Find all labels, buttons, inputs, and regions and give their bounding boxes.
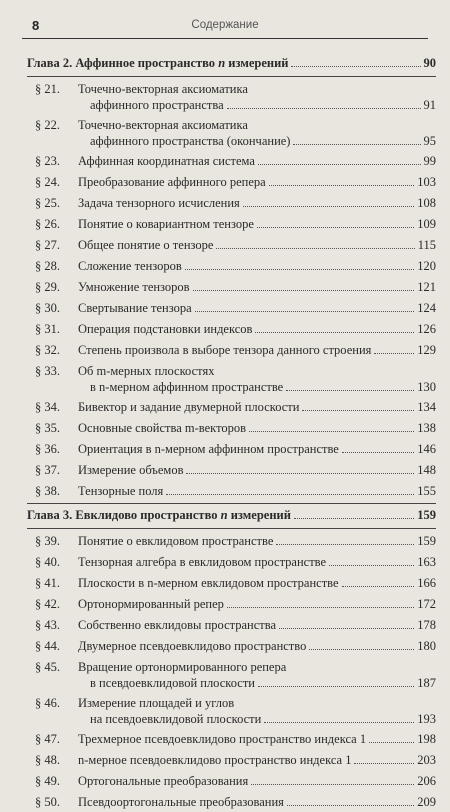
section-number: § 43. (35, 618, 60, 632)
section-title: Ортонормированный репер (78, 597, 224, 611)
section-title-line1: Об m-мерных плоскостях (78, 364, 215, 378)
section-title: Степень произвола в выборе тензора данного строения (78, 343, 372, 357)
section-title: Тензорная алгебра в евклидовом пространстве (78, 555, 327, 569)
section-number: § 46. (35, 696, 60, 710)
section-title: Двумерное псевдоевклидово пространство (78, 639, 307, 653)
leader-dots (302, 410, 414, 411)
leader-dots (287, 805, 414, 806)
page-number: 8 (32, 18, 40, 33)
section-number: § 48. (35, 753, 60, 767)
section-page: 126 (417, 322, 436, 336)
leader-dots (193, 290, 415, 291)
leader-dots (342, 586, 415, 587)
leader-dots (342, 452, 414, 453)
toc-entry (27, 728, 436, 749)
toc-entry (27, 459, 436, 480)
section-page: 129 (417, 343, 436, 357)
section-number: § 25. (35, 196, 60, 210)
section-page: 103 (417, 175, 436, 189)
section-number: § 21. (35, 82, 60, 96)
section-page: 198 (417, 732, 436, 746)
toc-entry (27, 614, 436, 635)
section-title: Измерение объемов (78, 463, 184, 477)
leader-dots (291, 66, 420, 67)
section-title: Умножение тензоров (78, 280, 190, 294)
leader-dots (258, 164, 421, 165)
toc-entry (27, 276, 436, 297)
section-page: 146 (417, 442, 436, 456)
section-number: § 50. (35, 795, 60, 809)
leader-dots (329, 565, 414, 566)
leader-dots (293, 144, 420, 145)
leader-dots (166, 494, 414, 495)
toc-entry (27, 770, 436, 791)
toc-entry (27, 749, 436, 770)
toc-entry (27, 396, 436, 417)
section-page: 108 (417, 196, 436, 210)
section-title-line1: Измерение площадей и углов (78, 696, 235, 710)
section-number: § 37. (35, 463, 60, 477)
section-title: Аффинная координатная система (78, 154, 255, 168)
leader-dots (294, 518, 414, 519)
section-number: § 29. (35, 280, 60, 294)
section-page: 109 (417, 217, 436, 231)
section-page: 120 (417, 259, 436, 273)
toc-entry (27, 192, 436, 213)
toc-entry (27, 635, 436, 656)
section-title: Тензорные поля (78, 484, 164, 498)
section-title-line2: в псевдоевклидовой плоскости (90, 676, 255, 690)
section-number: § 32. (35, 343, 60, 357)
section-title: n-мерное псевдоевклидово пространство индекса 1 (78, 753, 352, 767)
leader-dots (255, 332, 414, 333)
section-number: § 44. (35, 639, 60, 653)
toc-entry (27, 417, 436, 438)
leader-dots (227, 607, 414, 608)
section-number: § 27. (35, 238, 60, 252)
section-title: Ориентация в n-мерном аффинном пространстве (78, 442, 339, 456)
toc-entry (27, 572, 436, 593)
section-title-line2: аффинного пространства (90, 98, 224, 112)
leader-dots (195, 311, 415, 312)
section-number: § 38. (35, 484, 60, 498)
chapter-heading (27, 52, 436, 77)
section-title: Свертывание тензора (78, 301, 192, 315)
section-number: § 41. (35, 576, 60, 590)
toc-entry (27, 78, 436, 114)
toc-entry (27, 530, 436, 551)
section-title: Задача тензорного исчисления (78, 196, 240, 210)
section-page: 99 (423, 154, 436, 168)
toc-entry (27, 593, 436, 614)
section-number: § 22. (35, 118, 60, 132)
toc-entry (27, 171, 436, 192)
section-page: 172 (417, 597, 436, 611)
leader-dots (227, 108, 421, 109)
section-page: 193 (417, 712, 436, 726)
leader-dots (309, 649, 414, 650)
section-title: Бивектор и задание двумерной плоскости (78, 400, 300, 414)
section-number: § 42. (35, 597, 60, 611)
section-number: § 39. (35, 534, 60, 548)
section-page: 178 (417, 618, 436, 632)
section-title: Понятие о евклидовом пространстве (78, 534, 274, 548)
toc-entry (27, 150, 436, 171)
toc-entry (27, 360, 436, 396)
section-number: § 31. (35, 322, 60, 336)
section-number: § 26. (35, 217, 60, 231)
leader-dots (374, 353, 414, 354)
toc-entry (27, 213, 436, 234)
running-title: Содержание (191, 19, 259, 31)
section-page: 180 (417, 639, 436, 653)
section-number: § 23. (35, 154, 60, 168)
section-page: 187 (417, 676, 436, 690)
section-title: Трехмерное псевдоевклидово пространство индекса 1 (78, 732, 367, 746)
leader-dots (216, 248, 414, 249)
section-number: § 36. (35, 442, 60, 456)
section-title-line1: Точечно-векторная аксиоматика (78, 82, 248, 96)
section-page: 115 (417, 238, 436, 252)
section-number: § 49. (35, 774, 60, 788)
section-title: Общее понятие о тензоре (78, 238, 214, 252)
section-page: 159 (417, 534, 436, 548)
toc-entry (27, 480, 436, 501)
toc-entry (27, 255, 436, 276)
toc-entry (27, 297, 436, 318)
chapter-heading (27, 503, 436, 529)
section-page: 209 (417, 795, 436, 809)
section-page: 121 (417, 280, 436, 294)
toc-entry (27, 791, 436, 812)
section-title-line1: Вращение ортонормированного репера (78, 660, 287, 674)
toc-entry (27, 234, 436, 255)
section-title: Сложение тензоров (78, 259, 182, 273)
leader-dots (264, 722, 414, 723)
section-page: 95 (423, 134, 436, 148)
section-number: § 24. (35, 175, 60, 189)
section-page: 130 (417, 380, 436, 394)
section-page: 148 (417, 463, 436, 477)
section-number: § 45. (35, 660, 60, 674)
chapter-title-end: измерений (225, 56, 289, 70)
chapter-title: Глава 2. Аффинное пространство (27, 56, 219, 70)
section-page: 206 (417, 774, 436, 788)
section-title: Псевдоортогональные преобразования (78, 795, 284, 809)
leader-dots (251, 784, 414, 785)
toc-entry (27, 692, 436, 728)
section-number: § 35. (35, 421, 60, 435)
table-of-contents (27, 52, 436, 812)
section-title: Собственно евклидовы пространства (78, 618, 277, 632)
section-number: § 28. (35, 259, 60, 273)
section-title: Основные свойства m-векторов (78, 421, 247, 435)
leader-dots (276, 544, 414, 545)
section-title-line2: в n-мерном аффинном пространстве (90, 380, 284, 394)
leader-dots (269, 185, 415, 186)
chapter-title-variable: n (220, 508, 228, 522)
section-number: § 47. (35, 732, 60, 746)
leader-dots (369, 742, 414, 743)
section-page: 138 (417, 421, 436, 435)
section-number: § 40. (35, 555, 60, 569)
leader-dots (185, 269, 414, 270)
section-title-line2: на псевдоевклидовой плоскости (90, 712, 262, 726)
section-page: 155 (417, 484, 436, 498)
leader-dots (286, 390, 414, 391)
leader-dots (249, 431, 414, 432)
section-page: 91 (423, 98, 436, 112)
chapter-title: Глава 3. Евклидово пространство (27, 508, 221, 522)
section-title: Преобразование аффинного репера (78, 175, 266, 189)
leader-dots (279, 628, 414, 629)
toc-entry (27, 339, 436, 360)
toc-entry (27, 114, 436, 150)
toc-entry (27, 551, 436, 572)
section-title: Понятие о ковариантном тензоре (78, 217, 254, 231)
section-page: 134 (417, 400, 436, 414)
chapter-page: 159 (417, 508, 436, 522)
toc-entry (27, 438, 436, 459)
chapter-title-end: измерений (227, 508, 291, 522)
toc-entry (27, 656, 436, 692)
section-title-line1: Точечно-векторная аксиоматика (78, 118, 248, 132)
leader-dots (186, 473, 414, 474)
section-title: Ортогональные преобразования (78, 774, 249, 788)
section-page: 163 (417, 555, 436, 569)
section-title: Операция подстановки индексов (78, 322, 253, 336)
leader-dots (354, 763, 414, 764)
section-page: 124 (417, 301, 436, 315)
page-header (22, 18, 428, 39)
section-title-line2: аффинного пространства (окончание) (90, 134, 291, 148)
section-title: Плоскости в n-мерном евклидовом пространстве (78, 576, 339, 590)
chapter-page: 90 (423, 56, 436, 70)
leader-dots (243, 206, 414, 207)
section-number: § 30. (35, 301, 60, 315)
leader-dots (258, 686, 414, 687)
section-page: 203 (417, 753, 436, 767)
chapter-title-variable: n (218, 56, 226, 70)
section-page: 166 (417, 576, 436, 590)
section-number: § 33. (35, 364, 60, 378)
leader-dots (257, 227, 414, 228)
toc-entry (27, 318, 436, 339)
section-number: § 34. (35, 400, 60, 414)
